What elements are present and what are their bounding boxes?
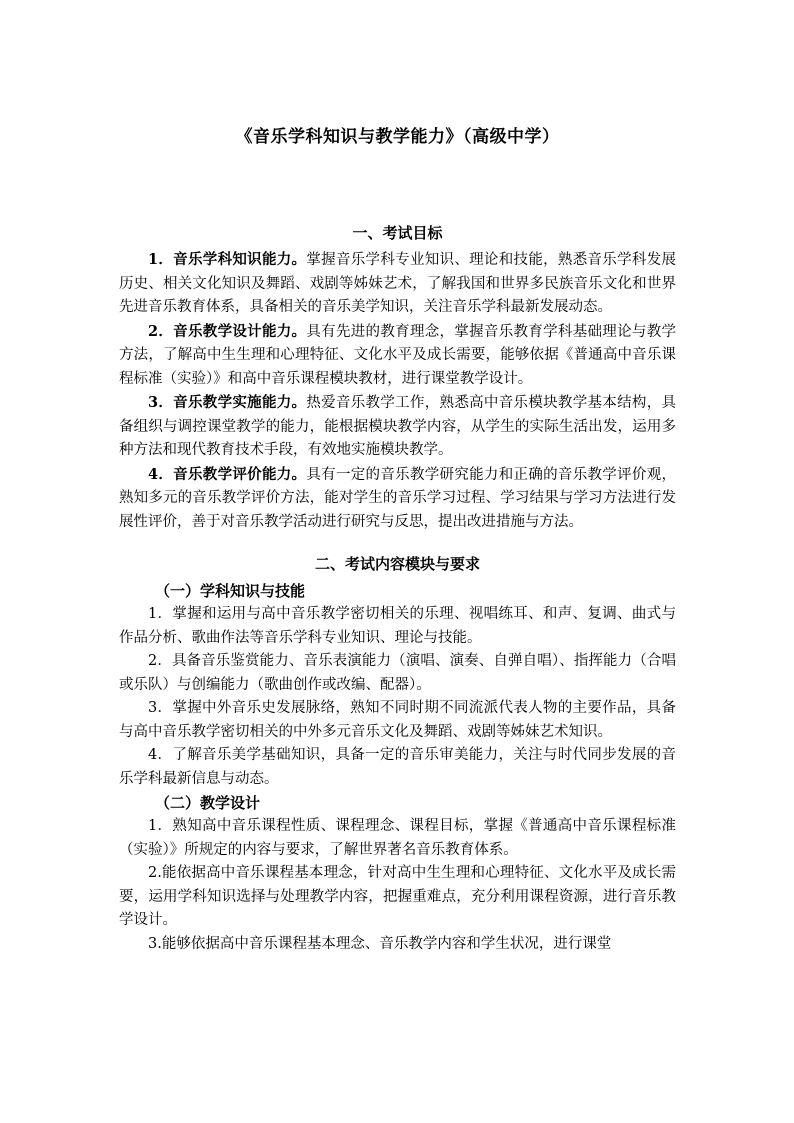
paragraph-lead: 4．音乐教学评价能力。 — [148, 465, 307, 483]
subsection-heading-knowledge: （一）学科知识与技能 — [155, 582, 306, 600]
section-heading-exam-goals: 一、考试目标 — [352, 224, 443, 242]
paragraph: 1．熟知高中音乐课程性质、课程理念、课程目标，掌握《普通高中音乐课程标准（实验）》所规定的内容与要求，了解世界著名音乐教育体系。 — [119, 818, 676, 858]
spacer — [119, 534, 676, 552]
paragraph-text: 热爱音乐教学工作，熟悉高中音乐模块教学基本结构，具备组织与调控课堂教学的能力，能根据模块教学内容，从学生的实际生活出发，运用多种方法和现代教育技术手段，有效地实施模块教学。 — [119, 395, 676, 458]
paragraph: 2．具备音乐鉴赏能力、音乐表演能力（演唱、演奏、自弹自唱）、指挥能力（合唱或乐队）与创编能力（歌曲创作或改编、配器）。 — [119, 653, 676, 693]
paragraph — [119, 463, 676, 535]
paragraph — [119, 248, 676, 320]
subsection-heading-teaching-design: （二）教学设计 — [155, 794, 261, 812]
document-title: 《音乐学科知识与教学能力》（高级中学） — [235, 127, 560, 147]
paragraph-text: 具有先进的教育理念，掌握音乐教育学科基础理论与教学方法，了解高中生生理和心理特征、文化水平及成长需要，能够依据《普通高中音乐课程标准（实验）》和高中音乐课程模块教材，进行课堂教学设计。 — [119, 323, 676, 387]
paragraph-lead: 2．音乐教学设计能力。 — [148, 322, 307, 340]
document-page — [119, 122, 676, 956]
paragraph-lead: 3．音乐教学实施能力。 — [148, 394, 307, 411]
paragraph: 3．掌握中外音乐史发展脉络，熟知不同时期不同流派代表人物的主要作品，具备与高中音乐教学密切相关的中外多元音乐文化及舞蹈、戏剧等姊妹艺术知识。 — [119, 700, 676, 740]
section-heading-exam-content: 二、考试内容模块与要求 — [314, 555, 480, 573]
paragraph-text: 具有一定的音乐教学研究能力和正确的音乐教学评价观，熟知多元的音乐教学评价方法，能对学生的音乐学习过程、学习结果与学习方法进行发展性评价，善于对音乐教学活动进行研究与反思，提出改进措施与方法。 — [119, 466, 676, 530]
paragraph — [119, 320, 676, 392]
paragraph: 4．了解音乐美学基础知识，具备一定的音乐审美能力，关注与时代同步发展的音乐学科最新信息与动态。 — [119, 747, 676, 787]
paragraph: 3.能够依据高中音乐课程基本理念、音乐教学内容和学生状况，进行课堂 — [148, 935, 612, 952]
paragraph: 2.能依据高中音乐课程基本理念，针对高中生生理和心理特征、文化水平及成长需要，运用学科知识选择与处理教学内容，把握重难点，充分利用课程资源，进行音乐教学设计。 — [119, 865, 676, 928]
paragraph-lead: 1．音乐学科知识能力。 — [148, 251, 307, 268]
paragraph-text: 掌握音乐学科专业知识、理论和技能，熟悉音乐学科发展历史、相关文化知识及舞蹈、戏剧等姊妹艺术，了解我国和世界多民族音乐文化和世界先进音乐教育体系，具备相关的音乐美学知识，关注音乐学科最新发展动态。 — [119, 252, 676, 315]
paragraph — [119, 391, 676, 463]
paragraph: 1．掌握和运用与高中音乐教学密切相关的乐理、视唱练耳、和声、复调、曲式与作品分析、歌曲作法等音乐学科专业知识、理论与技能。 — [119, 606, 676, 646]
